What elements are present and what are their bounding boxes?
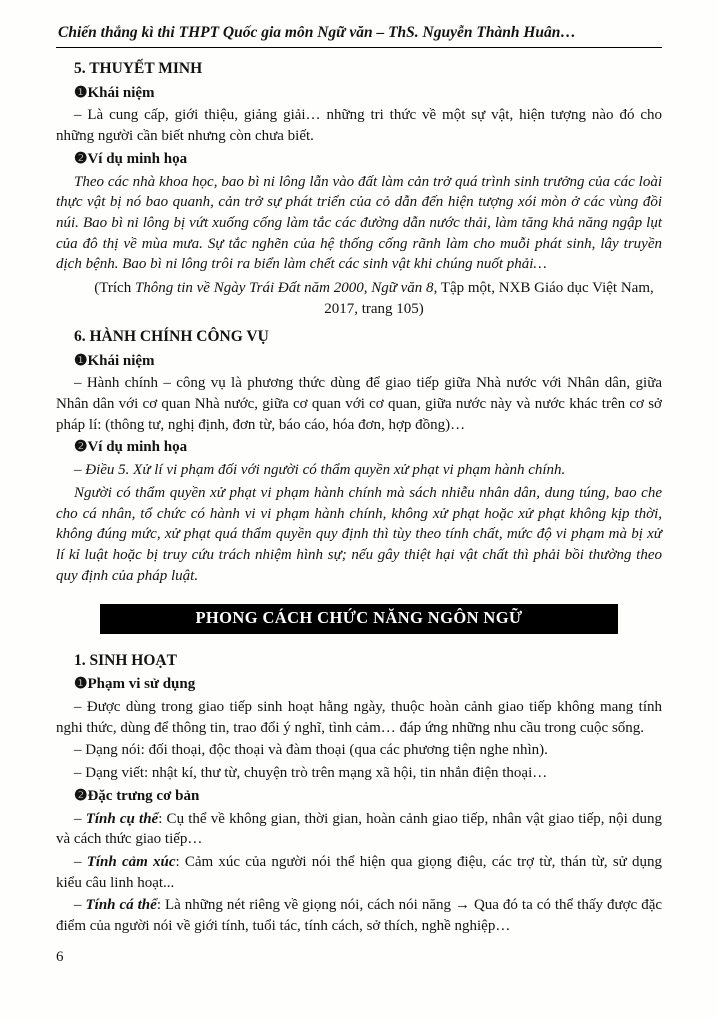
label-dac-trung: ❷Đặc trưng cơ bản (74, 787, 200, 804)
list-item-text: : Cụ thể về không gian, thời gian, hoàn cảnh giao tiếp, nhân vật giao tiếp, nội dung và cách thức giao tiếp… (56, 810, 662, 848)
chapter-banner-title: PHONG CÁCH CHỨC NĂNG NGÔN NGỮ (100, 604, 617, 634)
section-heading-hanh-chinh: 6. HÀNH CHÍNH CÔNG VỤ (74, 328, 269, 346)
list-item-tinh-ca-the (56, 895, 662, 936)
citation-source (56, 278, 662, 319)
list-item-text: : Là những nét riêng về giọng nói, cách nói năng → Qua đó ta có thể thấy được đặc điểm của người nói về giới tính, tuổi tác, tính cách, sở thích, nghề nghiệp… (56, 897, 663, 934)
section-heading-thuyet-minh: 5. THUYẾT MINH (74, 60, 203, 78)
list-item-text: : Cảm xúc của người nói thể hiện qua giọng điệu, các trợ từ, thán từ, sử dụng kiểu câu linh hoạt... (56, 853, 663, 891)
paragraph-vi-du-6-text: Người có thẩm quyền xử phạt vi phạm hành chính mà sách nhiễu nhân dân, dung túng, bao che cho cá nhân, tổ chức có hành vi vi phạm hành chính, không xử phạt hoặc xử phạt không kịp thời, không đúng mức, xử phạt quá thẩm quyền quy định thì tùy theo tính chất, mức độ vi phạm mà bị xử lí kỉ luật hoặc bị truy cứu trách nhiệm hình sự; nếu gây thiệt hại vật chất thì phải bồi thường theo quy định của pháp luật. (56, 484, 662, 584)
chapter-banner-container (56, 604, 662, 634)
list-item-term: Tính cá thể (85, 897, 157, 914)
list-item-tinh-cam-xuc (56, 852, 662, 893)
paragraph-khai-niem-6: – Hành chính – công vụ là phương thức dùng để giao tiếp giữa Nhà nước với Nhân dân, giữa Nhân dân với cơ quan Nhà nước, giữa cơ quan với cơ quan, giữa nước này và nước khác trên cơ sở pháp lí: (thông tư, nghị định, đơn từ, báo cáo, hóa đơn, hợp đồng)… (56, 375, 662, 433)
citation-suffix: , Tập một, NXB Giáo dục Việt Nam, 2017, trang 105) (324, 279, 654, 317)
section-heading-sinh-hoat: 1. SINH HOẠT (74, 652, 177, 670)
label-khai-niem-6: ❶Khái niệm (74, 352, 155, 369)
paragraph-pham-vi-1: – Được dùng trong giao tiếp sinh hoạt hằng ngày, thuộc hoàn cảnh giao tiếp không mang tính nghi thức, dùng để thông tin, trao đổi ý nghĩ, tình cảm… đáp ứng những nhu cầu trong cuộc sống. (56, 699, 662, 736)
list-item-term: Tính cảm xúc (86, 853, 176, 870)
citation-work-title: Thông tin về Ngày Trái Đất năm 2000, Ngữ văn 8 (134, 279, 434, 296)
citation-prefix: (Trích (94, 279, 135, 296)
label-vi-du-5: ❷Ví dụ minh họa (74, 150, 188, 167)
paragraph-dang-viet: – Dạng viết: nhật kí, thư từ, chuyện trò trên mạng xã hội, tin nhắn điện thoại… (74, 765, 548, 782)
list-item-dash: – (74, 853, 87, 870)
label-vi-du-6: ❷Ví dụ minh họa (74, 439, 188, 456)
paragraph-dang-noi: – Dạng nói: đối thoại, độc thoại và đàm thoại (qua các phương tiện nghe nhìn). (74, 742, 548, 759)
page-number: 6 (56, 948, 64, 965)
paragraph-khai-niem-5: – Là cung cấp, giới thiệu, giảng giải… những tri thức về một sự vật, hiện tượng nào đó cho những người cần biết nhưng còn chưa biết. (56, 107, 662, 145)
running-header: Chiến thắng kì thi THPT Quốc gia môn Ngữ văn – ThS. Nguyễn Thành Huân… (56, 20, 662, 48)
list-item-dash: – (74, 897, 86, 914)
list-item-term: Tính cụ thể (85, 810, 159, 827)
label-khai-niem-5: ❶Khái niệm (74, 84, 155, 101)
paragraph-vi-du-5: Theo các nhà khoa học, bao bì ni lông lẫn vào đất làm cản trở quá trình sinh trưởng của các loài thực vật bị nó bao quanh, cản trở sự phát triển của cỏ dẫn đến hiện tượng xói mòn ở các vùng đồi núi. Bao bì ni lông bị vứt xuống cống làm tắc các đường dẫn nước thải, làm tăng khả năng ngập lụt của đô thị về mùa mưa. Sự tắc nghẽn của hệ thống cống rãnh làm cho muỗi phát sinh, lây truyền dịch bệnh. Bao bì ni lông trôi ra biển làm chết các sinh vật khi chúng nuốt phải… (56, 173, 662, 273)
paragraph-vi-du-6-line1: – Điều 5. Xử lí vi phạm đối với người có thẩm quyền xử phạt vi phạm hành chính. (74, 462, 566, 479)
list-item-tinh-cu-the (56, 809, 662, 850)
list-item-dash: – (74, 810, 86, 827)
label-pham-vi: ❶Phạm vi sử dụng (74, 676, 196, 693)
